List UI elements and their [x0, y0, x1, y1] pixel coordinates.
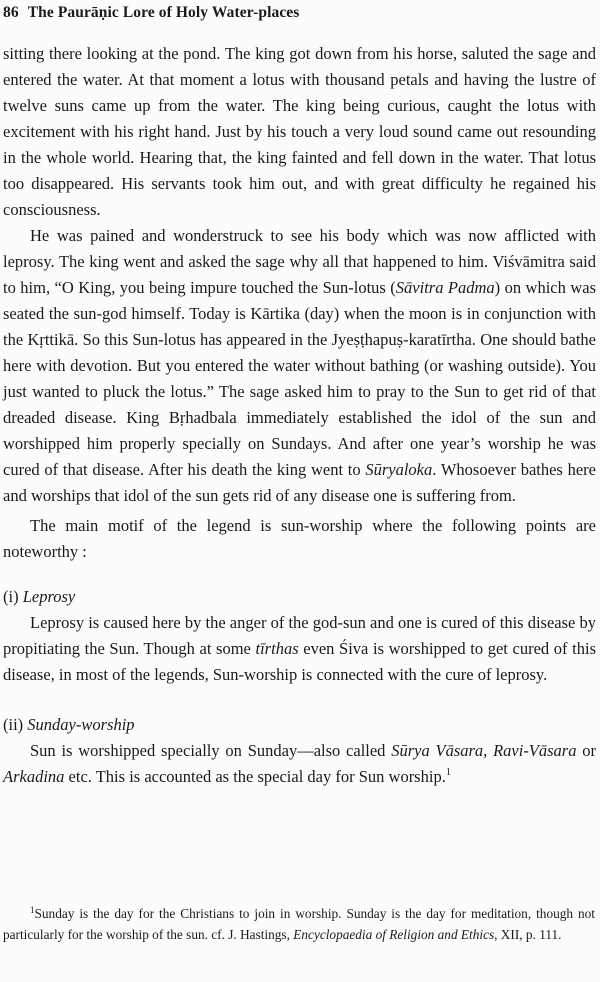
- paragraph-2-text-a: He was pained and wonderstruck to see his body which was now afflicted with leprosy. The king went and asked the sage why all that happened to him. Viśvāmitra said to him, “O King, you being impure touched the Sun-lotus (: [3, 226, 596, 297]
- paragraph-sunday-worship: [3, 738, 596, 790]
- term-ravi-vasara: Ravi-Vāsara: [493, 741, 577, 760]
- footnote-marker: 1: [30, 905, 35, 915]
- sunday-text-b: ,: [483, 741, 494, 760]
- section-heading-leprosy: [3, 584, 596, 610]
- paragraph-2: [3, 223, 596, 509]
- term-surya-vasara: Sūrya Vāsara: [391, 741, 484, 760]
- paragraph-2-text-b: ) on which was seated the sun-god himself. Today is Kārtika (day) when the moon is in conjunction with the Kṛttikā. So this Sun-lotus has appeared in the Jyeṣṭhapuṣ-karatīrtha. One should bathe here with devotion. But you entered the water without bathing (or washing outside). You just wanted to pluck the lotus.” The sage asked him to pray to the Sun to get rid of that dreaded disease. King Bṛhadbala immediately established the idol of the sun and worshipped him properly specially on Sundays. And after one year’s worship he was cured of that disease. After his death the king went to: [3, 278, 596, 479]
- sunday-text-a: Sun is worshipped specially on Sunday—also called: [30, 741, 392, 760]
- section-marker: (i): [3, 587, 19, 606]
- term-arkadina: Arkadina: [3, 767, 65, 786]
- term-tirthas: tīrthas: [255, 639, 299, 658]
- sunday-text-c: or: [576, 741, 597, 760]
- term-suryaloka: Sūryaloka: [365, 460, 433, 479]
- main-text: [3, 41, 596, 790]
- footnote-reference[interactable]: 1: [445, 767, 451, 778]
- section-title: Leprosy: [22, 587, 76, 606]
- footnote-work-title: Encyclopaedia of Religion and Ethics: [293, 927, 495, 942]
- running-title: The Paurāṇic Lore of Holy Water-places: [27, 4, 300, 21]
- paragraph-2-text-c: . Whosoever bathes here and worships that idol of the sun gets rid of any disease one is suffering from.: [3, 460, 596, 505]
- paragraph-1: sitting there looking at the pond. The king got down from his horse, saluted the sage and entered the water. At that moment a lotus with thousand petals and having the lustre of twelve suns came up from the water. The king being curious, caught the lotus with excitement with his right hand. Just by his touch a very loud sound came out resounding in the whole world. Hearing that, the king fainted and fell down in the water. That lotus too disappeared. His servants took him out, and with great difficulty he regained his consciousness.: [3, 44, 596, 219]
- page-number: 86: [3, 4, 19, 21]
- paragraph-3: The main motif of the legend is sun-worship where the following points are noteworthy :: [3, 516, 596, 561]
- leprosy-text-a: Leprosy is caused here by the anger of the god-sun and one is cured of this disease by propitiating the Sun. Though at some: [3, 613, 596, 658]
- running-header: [3, 2, 593, 24]
- section-title: Sunday-worship: [27, 715, 135, 734]
- section-marker: (ii): [3, 715, 24, 734]
- section-heading-sunday-worship: [3, 712, 596, 738]
- leprosy-text-b: even Śiva is worshipped to get cured of this disease, in most of the legends, Sun-worship is connected with the cure of leprosy.: [3, 639, 596, 684]
- footnote-text-b: , XII, p. 111.: [494, 927, 562, 942]
- footnote: [3, 903, 595, 945]
- sunday-text-d: etc. This is accounted as the special day for Sun worship.: [64, 767, 446, 786]
- paragraph-leprosy: [3, 610, 596, 688]
- footnote-text-a: Sunday is the day for the Christians to join in worship. Sunday is the day for meditation, though not particularly for the worship of the sun. cf. J. Hastings,: [3, 906, 595, 942]
- term-savitra-padma: Sāvitra Padma: [395, 278, 495, 297]
